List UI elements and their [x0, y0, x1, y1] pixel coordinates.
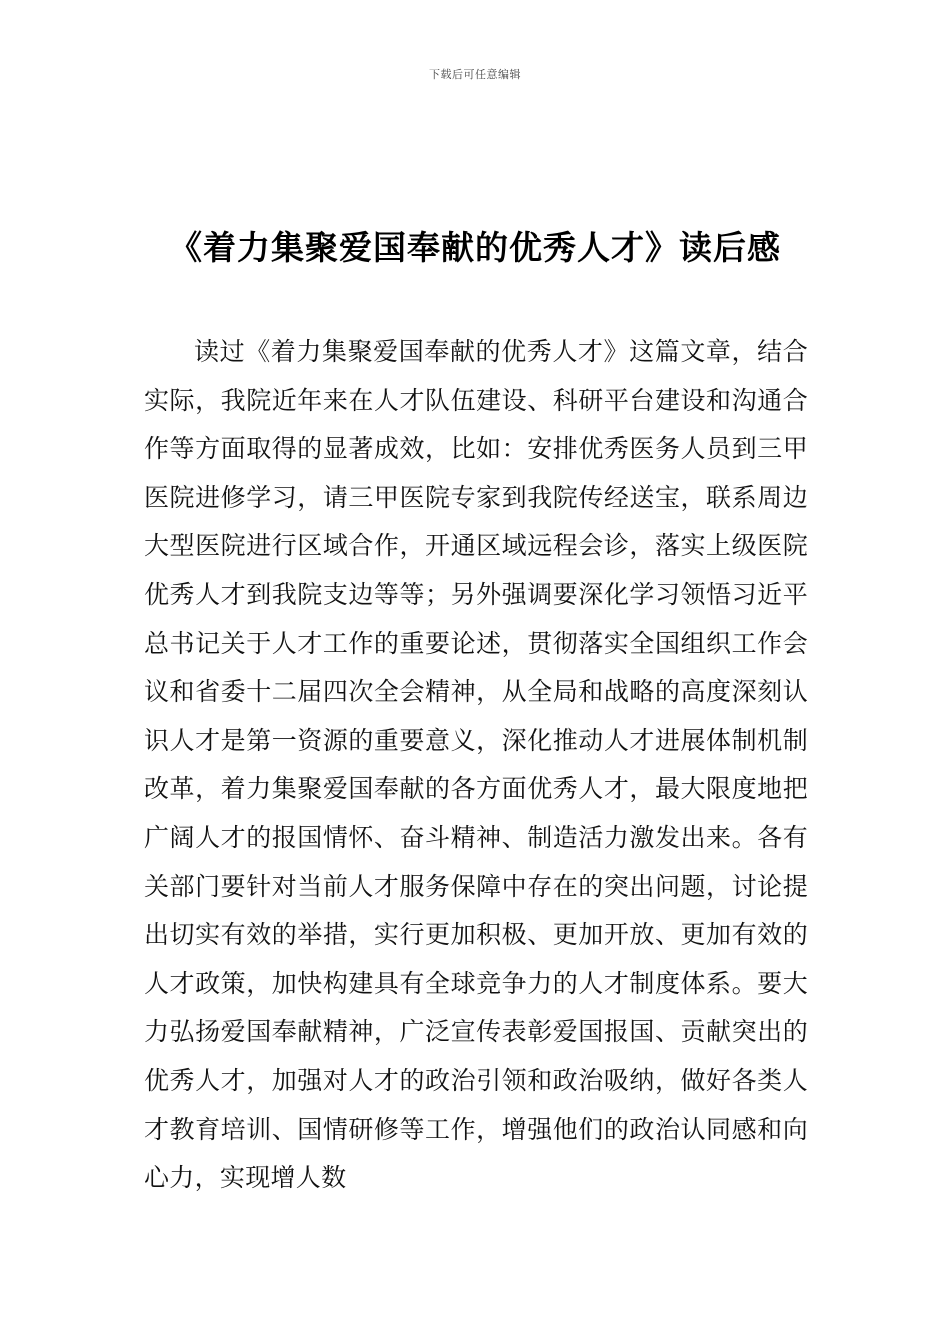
document-title: 《着力集聚爱国奉献的优秀人才》读后感	[169, 228, 781, 267]
header-note: 下载后可任意编辑	[429, 68, 521, 81]
body-paragraph: 读过《着力集聚爱国奉献的优秀人才》这篇文章，结合实际，我院近年来在人才队伍建设、科研平台建设和沟通合作等方面取得的显著成效，比如：安排优秀医务人员到三甲医院进修学习，请三甲医院专家到我院传经送宝，联系周边大型医院进行区域合作，开通区域远程会诊，落实上级医院优秀人才到我院支边等等；另外强调要深化学习领悟习近平总书记关于人才工作的重要论述，贯彻落实全国组织工作会议和省委十二届四次全会精神，从全局和战略的高度深刻认识人才是第一资源的重要意义，深化推动人才进展体制机制改革，着力集聚爱国奉献的各方面优秀人才，最大限度地把广阔人才的报国情怀、奋斗精神、制造活力激发出来。各有关部门要针对当前人才服务保障中存在的突出问题，讨论提出切实有效的举措，实行更加积极、更加开放、更加有效的人才政策，加快构建具有全球竞争力的人才制度体系。要大力弘扬爱国奉献精神，广泛宣传表彰爱国报国、贡献突出的优秀人才，加强对人才的政治引领和政治吸纳，做好各类人才教育培训、国情研修等工作，增强他们的政治认同感和向心力，实现增人数	[144, 337, 808, 1193]
